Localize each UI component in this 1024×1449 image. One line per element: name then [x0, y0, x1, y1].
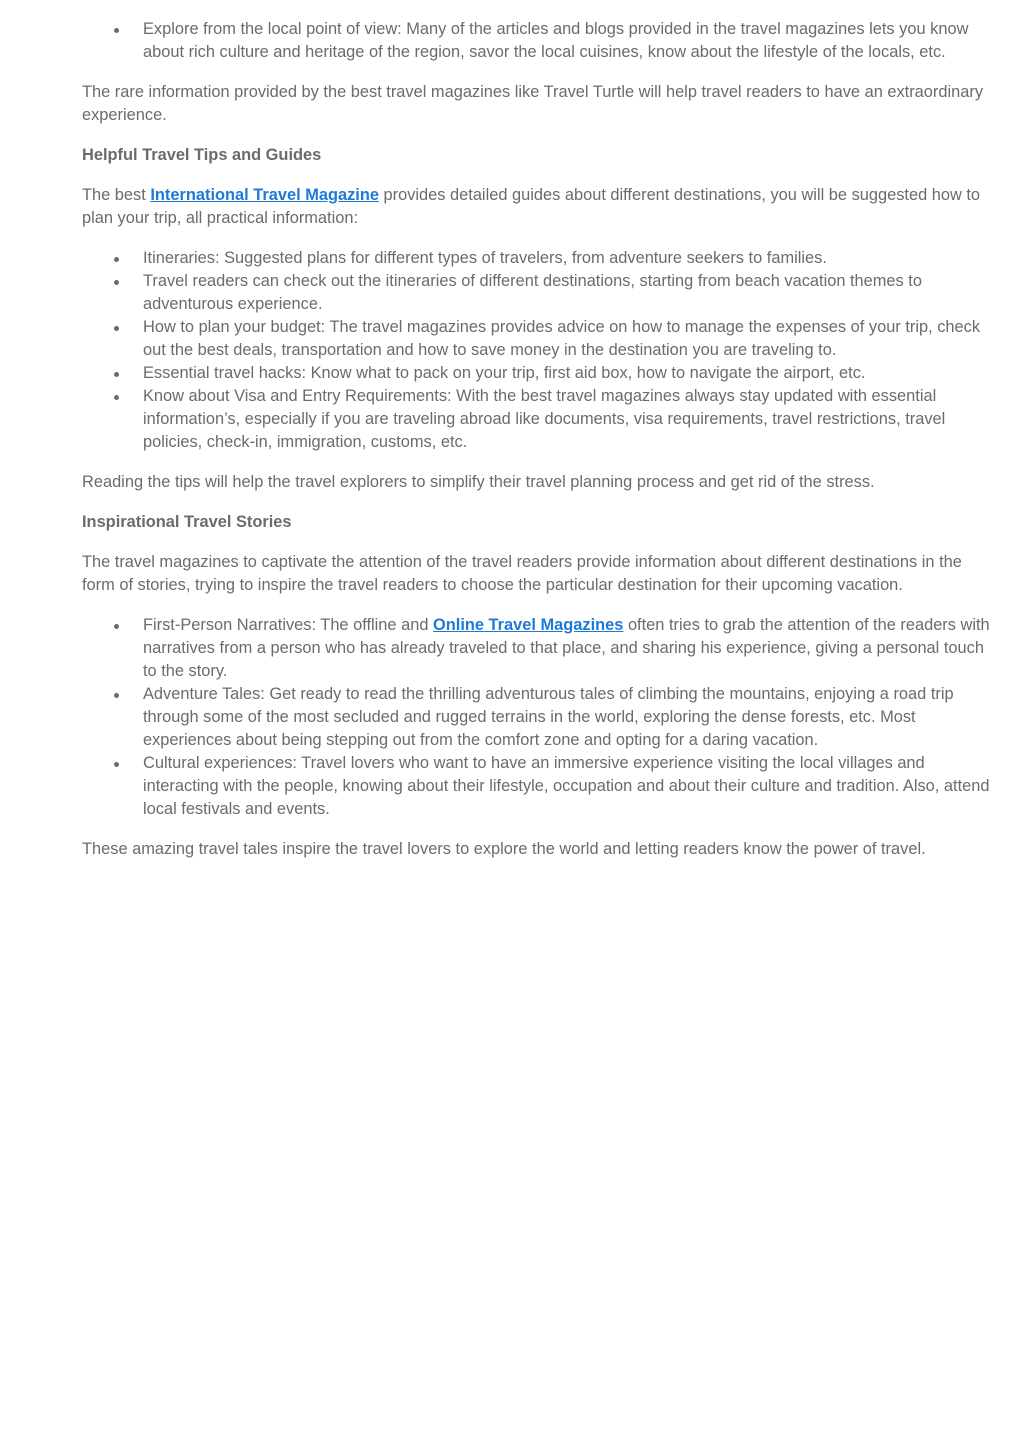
stories-list — [82, 614, 992, 821]
intro-list — [82, 18, 992, 64]
paragraph-closing: These amazing travel tales inspire the travel lovers to explore the world and letting readers know the power of travel. — [82, 840, 926, 858]
paragraph-rare-info: The rare information provided by the best travel magazines like Travel Turtle will help travel readers to have an extraordinary experience. — [82, 83, 984, 124]
heading-travel-stories: Inspirational Travel Stories — [82, 513, 292, 531]
list-item: Adventure Tales: Get ready to read the thrilling adventurous tales of climbing the mountains, enjoying a road trip through some of the most secluded and rugged terrains in the world, exploring the dense forests, etc. Most experiences about being stepping out from the comfort zone and opting for a daring vacation. — [82, 683, 992, 752]
list-item — [82, 614, 992, 683]
list-item: Know about Visa and Entry Requirements: With the best travel magazines always stay updated with essential information’s, especially if you are traveling abroad like documents, visa requirements, travel restrictions, travel policies, check-in, immigration, customs, etc. — [82, 385, 992, 454]
paragraph-tips-intro — [82, 184, 992, 230]
tips-list — [82, 247, 992, 454]
text-fragment: provides detailed guides about different destinations, you will be suggested how to plan your trip, all practical information: — [82, 186, 981, 227]
text-fragment: often tries to grab the attention of the readers with narratives from a person who has already traveled to that place, and sharing his experience, giving a personal touch to the story. — [143, 616, 990, 680]
text-fragment: First-Person Narratives: The offline and — [143, 616, 433, 634]
list-item: Explore from the local point of view: Many of the articles and blogs provided in the travel magazines lets you know about rich culture and heritage of the region, savor the local cuisines, know about the lifestyle of the locals, etc. — [82, 18, 992, 64]
paragraph-reading-tips: Reading the tips will help the travel explorers to simplify their travel planning process and get rid of the stress. — [82, 473, 875, 491]
list-item: How to plan your budget: The travel magazines provides advice on how to manage the expenses of your trip, check out the best deals, transportation and how to save money in the destination you are traveling to. — [82, 316, 992, 362]
heading-travel-tips: Helpful Travel Tips and Guides — [82, 146, 322, 164]
text-fragment: The best — [82, 186, 151, 204]
list-item: Essential travel hacks: Know what to pack on your trip, first aid box, how to navigate the airport, etc. — [82, 362, 992, 385]
paragraph-stories-intro: The travel magazines to captivate the attention of the travel readers provide information about different destinations in the form of stories, trying to inspire the travel readers to choose the particular destination for their upcoming vacation. — [82, 553, 962, 594]
international-travel-magazine-link[interactable]: International Travel Magazine — [150, 186, 379, 204]
list-item: Itineraries: Suggested plans for different types of travelers, from adventure seekers to families. — [82, 247, 992, 270]
list-item: Cultural experiences: Travel lovers who want to have an immersive experience visiting the local villages and interacting with the people, knowing about their lifestyle, occupation and about their culture and tradition. Also, attend local festivals and events. — [82, 752, 992, 821]
document-page — [82, 18, 992, 878]
online-travel-magazines-link[interactable]: Online Travel Magazines — [433, 616, 624, 634]
list-item: Travel readers can check out the itineraries of different destinations, starting from beach vacation themes to adventurous experience. — [82, 270, 992, 316]
